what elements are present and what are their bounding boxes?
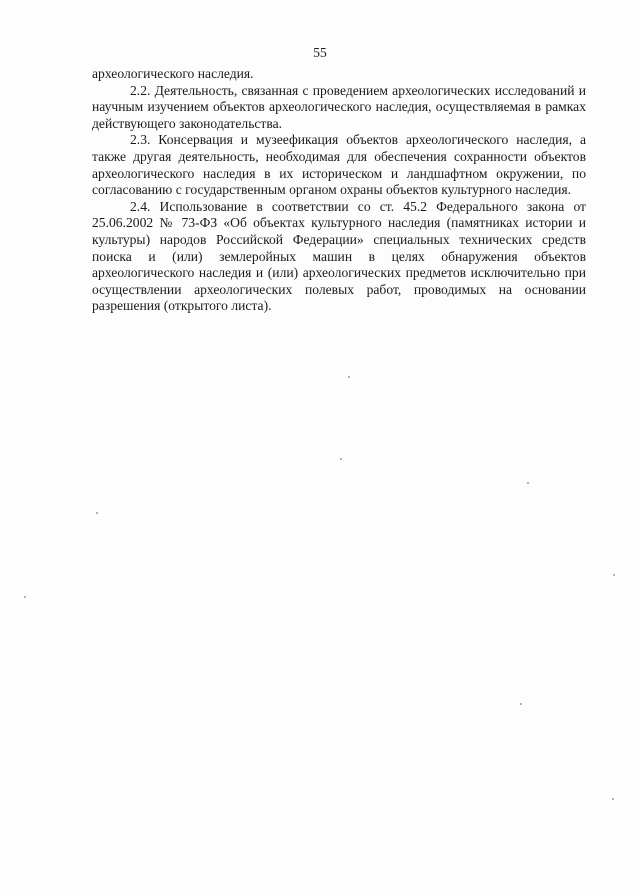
scan-speck	[340, 458, 342, 460]
scan-speck	[613, 574, 615, 576]
paragraph-2-2: 2.2. Деятельность, связанная с проведением археологических исследований и научным изучением объектов археологического наследия, осуществляемая в рамках действующего законодательства.	[92, 82, 586, 131]
scan-speck	[527, 482, 529, 484]
paragraph-continuation: археологического наследия.	[92, 66, 254, 81]
paragraph-2-3: 2.3. Консервация и музеефикация объектов археологического наследия, а также другая деятельность, необходимая для обеспечения сохранности объектов археологического наследия в их историческом и ландшафтном окружении, по согласованию с государственным органом охраны объектов культурного наследия.	[92, 132, 586, 198]
scan-speck	[348, 376, 350, 378]
paragraph-2-4: 2.4. Использование в соответствии со ст. 45.2 Федерального закона от 25.06.2002 № 73-ФЗ «Об объектах культурного наследия (памятниках истории и культуры) народов Российской Федерации» специальных технических средств поиска и (или) землеройных машин в целях обнаружения объектов археологического наследия и (или) археологических предметов исключительно при осуществлении археологических полевых работ, проводимых на основании разрешения (открытого листа).	[92, 198, 586, 314]
document-body	[92, 66, 586, 315]
scan-speck	[24, 596, 26, 598]
scan-speck	[612, 798, 614, 800]
scan-speck	[520, 703, 522, 705]
scan-speck	[96, 512, 98, 514]
page-number: 55	[313, 45, 327, 60]
